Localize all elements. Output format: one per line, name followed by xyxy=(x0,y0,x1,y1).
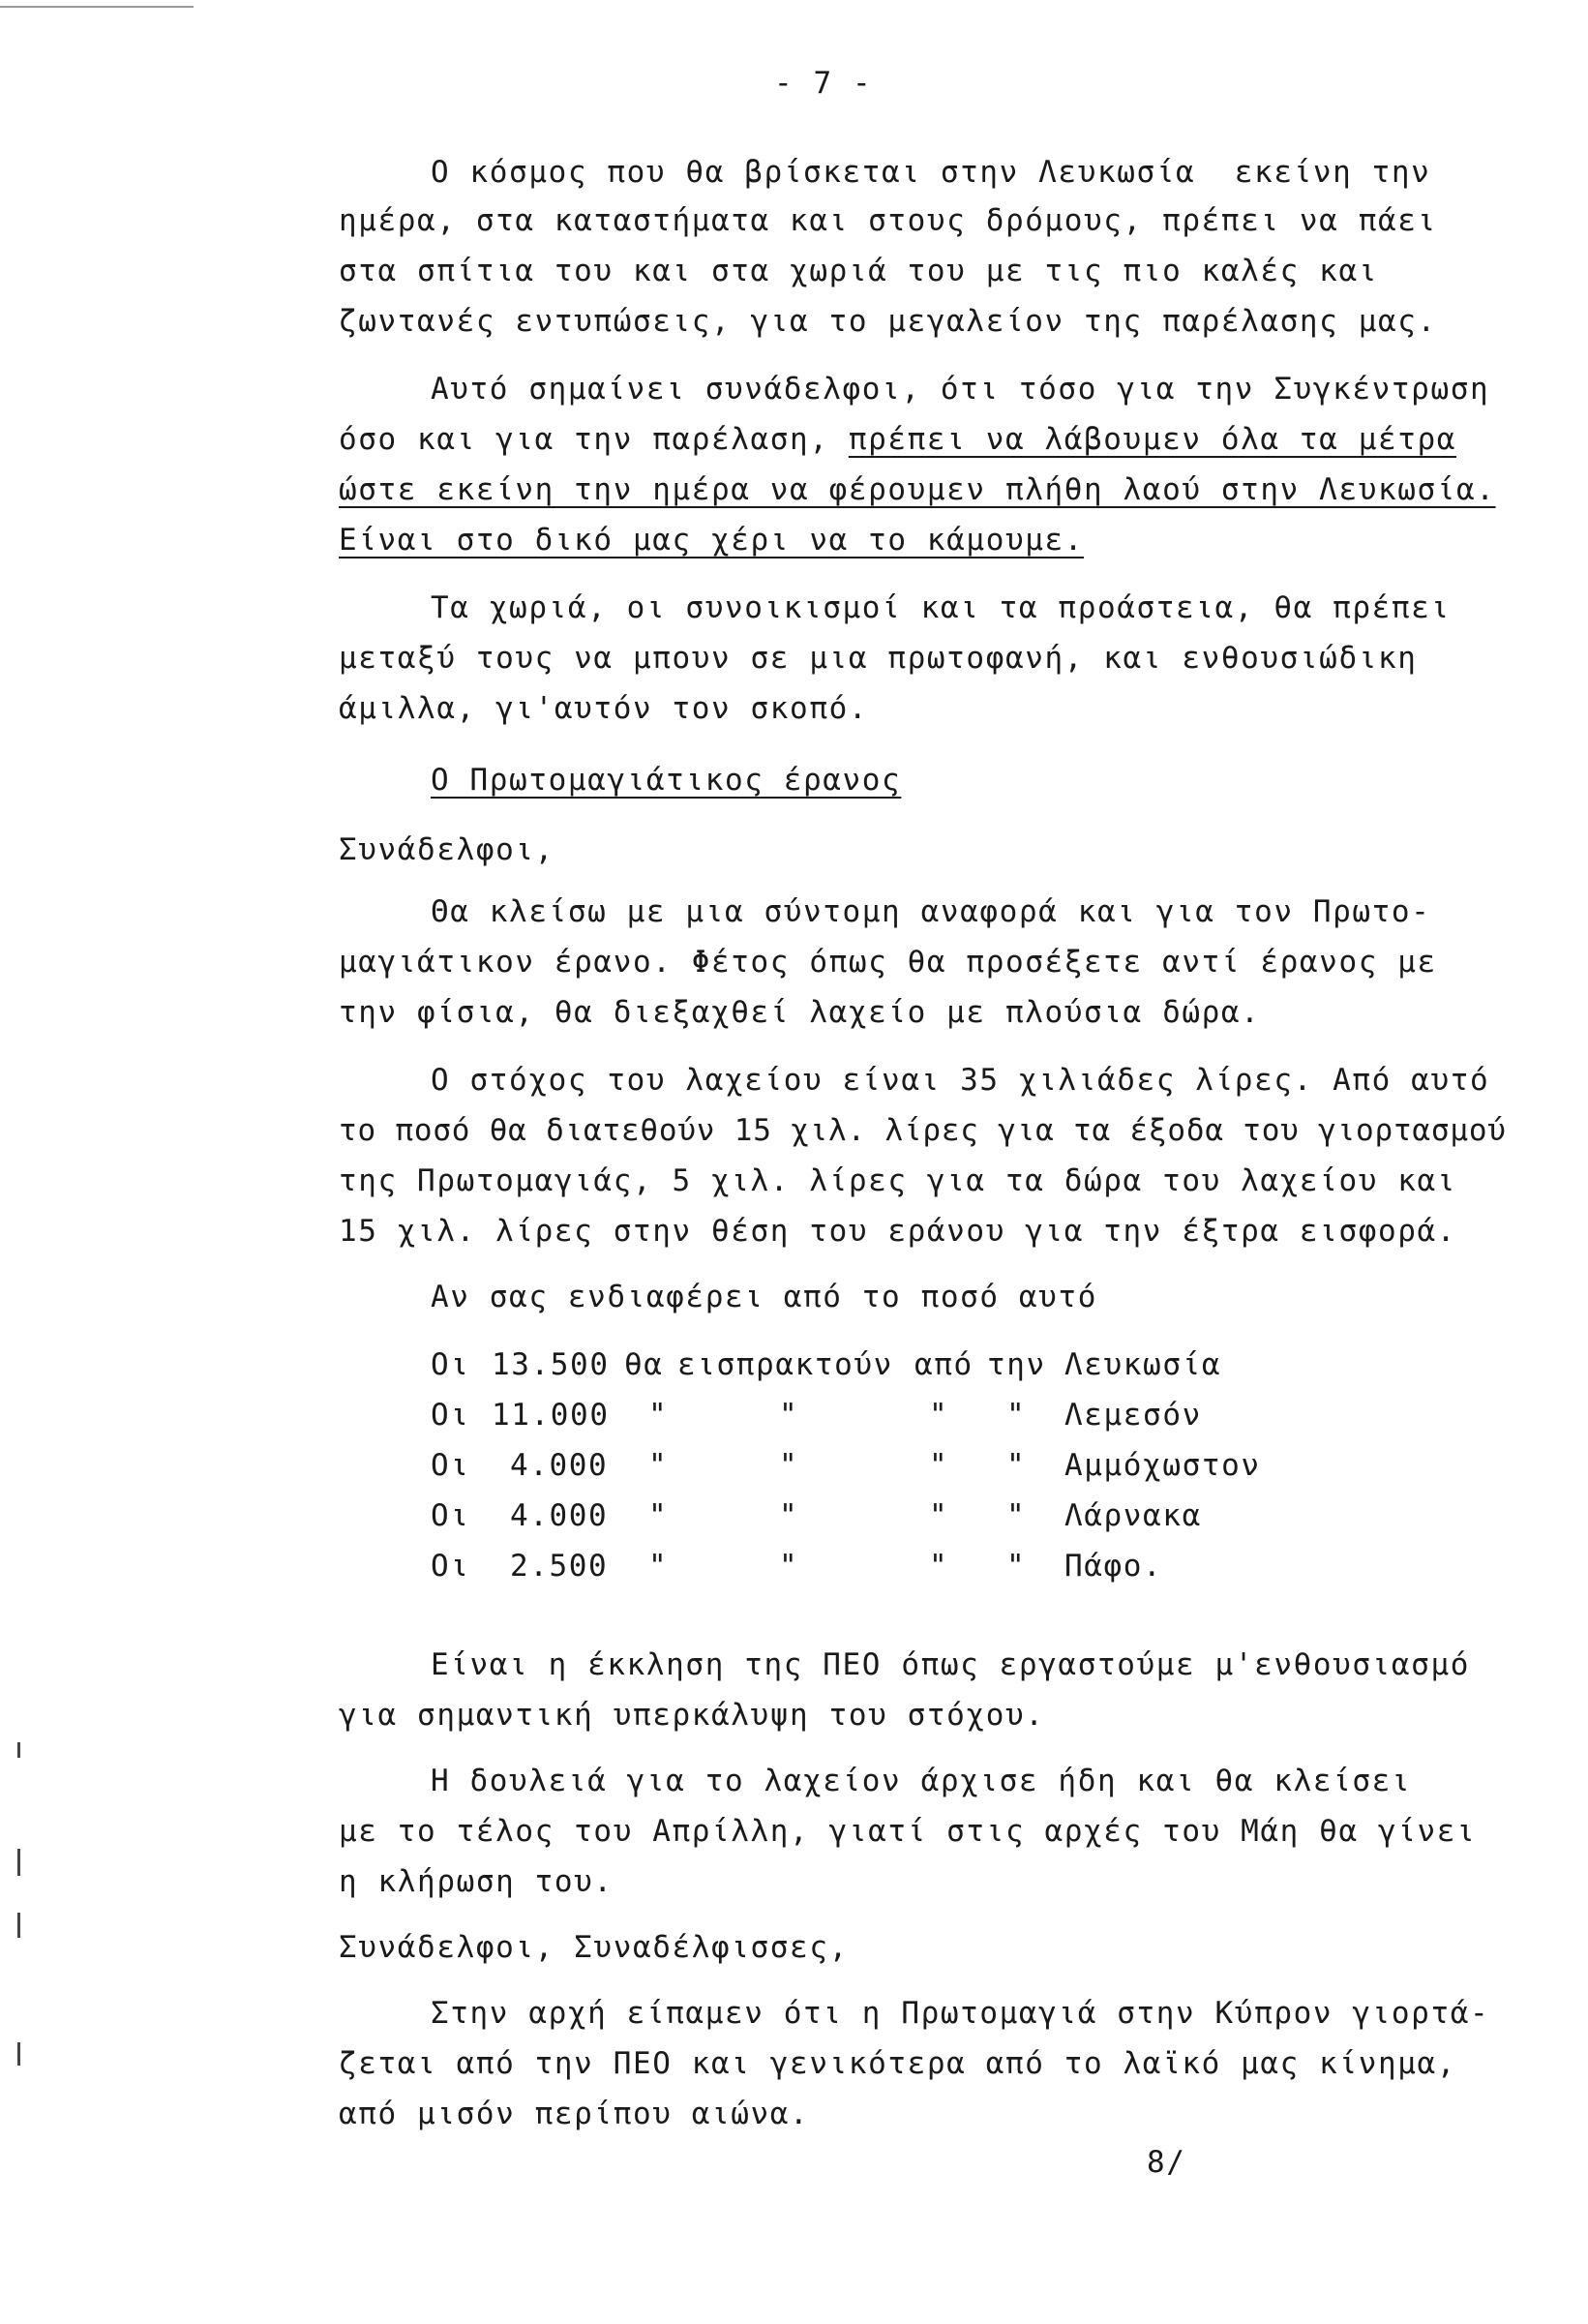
row-place: Πάφο. xyxy=(1064,1549,1163,1584)
text-line: για σημαντική υπερκάλυψη του στόχου. xyxy=(339,1698,1045,1733)
row-col3: θα xyxy=(624,1347,664,1382)
row-col4: εισπρακτούν xyxy=(677,1347,893,1382)
text-line: από μισόν περίπου αιώνα. xyxy=(339,2097,810,2131)
row-amount: 4.000 xyxy=(510,1498,609,1533)
text-line: Ο στόχος του λαχείου είναι 35 χιλιάδες λίρες. Από αυτό xyxy=(431,1063,1490,1098)
row-col6: " xyxy=(1006,1398,1027,1433)
text-line: Ο κόσμος που θα βρίσκεται στην Λευκωσία εκείνη την xyxy=(431,155,1431,190)
text-line: ζωντανές εντυπώσεις, για το μεγαλείον της παρέλασης μας. xyxy=(339,304,1437,339)
underlined-text: πρέπει να λάβουμεν όλα τα μέτρα xyxy=(848,422,1457,457)
text-line xyxy=(339,420,1456,459)
scan-mark-left-1 xyxy=(17,1742,20,1758)
text-span: όσο και για την παρέλαση, xyxy=(339,422,849,457)
text-line: Στην αρχή είπαμεν ότι η Πρωτομαγιά στην Κύπρον γιορτά- xyxy=(431,1996,1490,2031)
row-col6: την xyxy=(987,1347,1046,1382)
text-line: την φίσια, θα διεξαχθεί λαχείο με πλούσια δώρα. xyxy=(339,995,1261,1030)
text-line: Η δουλειά για το λαχείον άρχισε ήδη και θα κλείσει xyxy=(431,1764,1412,1798)
row-place: Λάρνακα xyxy=(1064,1498,1202,1533)
text-line: Θα κλείσω με μια σύντομη αναφορά και για τον Πρωτο- xyxy=(431,894,1431,929)
row-prefix: Οι xyxy=(431,1347,470,1382)
text-line: μεταξύ τους να μπουν σε μια πρωτοφανή, και ενθουσιώδικη xyxy=(339,641,1418,676)
text-line: στα σπίτια του και στα χωριά του με τις πιο καλές και xyxy=(339,254,1378,288)
text-line: το ποσό θα διατεθούν 15 χιλ. λίρες για τα έξοδα του γιορτασμού xyxy=(339,1113,1507,1148)
text-line: Αν σας ενδιαφέρει από το ποσό αυτό xyxy=(431,1280,1097,1314)
text-line: 15 χιλ. λίρες στην θέση του εράνου για την έξτρα εισφορά. xyxy=(339,1214,1457,1249)
row-col6: " xyxy=(1006,1549,1027,1584)
row-col5: " xyxy=(929,1498,949,1533)
row-col3: " xyxy=(648,1498,669,1533)
salutation: Συνάδελφοι, Συναδέλφισσες, xyxy=(339,1930,849,1965)
text-line: άμιλλα, γι'αυτόν τον σκοπό. xyxy=(339,691,869,726)
scan-mark-left-3 xyxy=(17,1913,20,1938)
row-place: Λευκωσία xyxy=(1064,1347,1222,1382)
row-prefix: Οι xyxy=(431,1498,470,1533)
row-amount: 11.000 xyxy=(492,1398,610,1433)
text-line: ημέρα, στα καταστήματα και στους δρόμους, πρέπει να πάει xyxy=(339,203,1437,238)
underlined-text-line: ώστε εκείνη την ημέρα να φέρουμεν πλήθη λαού στην Λευκωσία. xyxy=(339,472,1496,507)
row-col5: " xyxy=(929,1448,949,1483)
scan-mark-top xyxy=(0,6,194,8)
row-col3: " xyxy=(648,1549,669,1584)
row-col4: " xyxy=(779,1549,799,1584)
section-heading: Ο Πρωτομαγιάτικος έρανος xyxy=(431,763,902,798)
row-prefix: Οι xyxy=(431,1448,470,1483)
continuation-marker: 8/ xyxy=(1147,2145,1186,2180)
row-col3: " xyxy=(648,1448,669,1483)
text-line: Αυτό σημαίνει συνάδελφοι, ότι τόσο για την Συγκέντρωση xyxy=(431,372,1490,407)
row-place: Λεμεσόν xyxy=(1064,1398,1202,1433)
row-col4: " xyxy=(779,1398,799,1433)
row-col5: " xyxy=(929,1398,949,1433)
underlined-text-line: Είναι στο δικό μας χέρι να το κάμουμε. xyxy=(339,523,1085,558)
text-line: με το τέλος του Απρίλλη, γιατί στις αρχές του Μάη θα γίνει xyxy=(339,1814,1477,1849)
row-amount: 2.500 xyxy=(510,1549,609,1584)
page-number: - 7 - xyxy=(774,66,873,101)
row-col4: " xyxy=(779,1498,799,1533)
scan-mark-left-2 xyxy=(17,1849,20,1876)
text-line: Τα χωριά, οι συνοικισμοί και τα προάστεια, θα πρέπει xyxy=(431,590,1451,625)
row-col5: " xyxy=(929,1549,949,1584)
row-col6: " xyxy=(1006,1498,1027,1533)
row-col5: από xyxy=(914,1347,974,1382)
text-line: η κλήρωση του. xyxy=(339,1864,614,1899)
row-amount: 4.000 xyxy=(510,1448,609,1483)
text-line: μαγιάτικον έρανο. Φέτος όπως θα προσέξετε αντί έρανος με xyxy=(339,945,1437,980)
row-place: Αμμόχωστον xyxy=(1064,1448,1261,1483)
row-amount: 13.500 xyxy=(492,1347,610,1382)
row-col3: " xyxy=(648,1398,669,1433)
salutation: Συνάδελφοι, xyxy=(339,832,554,867)
row-col6: " xyxy=(1006,1448,1027,1483)
scan-mark-left-4 xyxy=(17,2042,20,2066)
row-col4: " xyxy=(779,1448,799,1483)
text-line: Είναι η έκκληση της ΠΕΟ όπως εργαστούμε μ'ενθουσιασμό xyxy=(431,1647,1470,1682)
row-prefix: Οι xyxy=(431,1549,470,1584)
row-prefix: Οι xyxy=(431,1398,470,1433)
text-line: της Πρωτομαγιάς, 5 χιλ. λίρες για τα δώρα του λαχείου και xyxy=(339,1163,1457,1198)
text-line: ζεται από την ΠΕΟ και γενικότερα από το λαϊκό μας κίνημα, xyxy=(339,2046,1457,2081)
